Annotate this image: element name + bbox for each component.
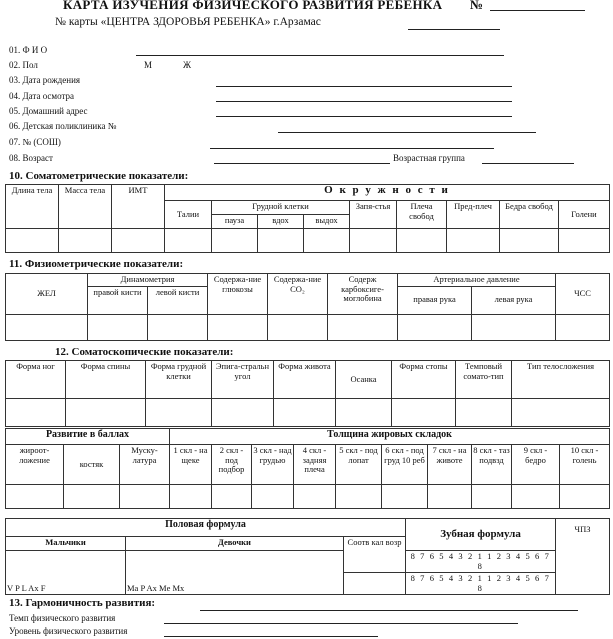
girls-codes[interactable]: Ma P Ax Me Mx	[126, 551, 344, 595]
sex-male-option[interactable]: М	[144, 60, 153, 70]
field-address-label: 05. Домашний адрес	[9, 106, 88, 116]
tempo-line[interactable]	[164, 623, 518, 624]
col-carboxyhemoglobin: Содерж карбоксиге-моглобина	[328, 274, 398, 315]
col-posture: Осанка	[336, 361, 392, 399]
col-vital-capacity: ЖЕЛ	[6, 274, 88, 315]
col-age-match: Соотв кал возр	[344, 537, 406, 573]
physiometric-table	[5, 273, 610, 341]
fat-folds-data-row[interactable]	[6, 485, 610, 509]
col-chest-shape: Форма грудной клетки	[146, 361, 212, 399]
dental-formula-header: Зубная формула	[406, 519, 556, 551]
col-boys: Мальчики	[6, 537, 126, 551]
col-fold-3: 3 скл - над грудью	[252, 445, 294, 485]
col-fold-8: 8 скл - таз подвзд	[472, 445, 512, 485]
physiometric-title: 11. Физиометрические показатели:	[9, 258, 184, 270]
field-age-label: 08. Возраст	[9, 153, 53, 163]
development-score-header: Развитие в баллах	[6, 429, 170, 445]
col-bp-right: правая рука	[398, 286, 472, 314]
col-right-hand: правой кисти	[88, 286, 148, 314]
somatometric-table	[5, 184, 610, 253]
card-center-line[interactable]	[408, 29, 500, 30]
col-body-length: Длина тела	[6, 185, 59, 229]
blood-pressure-header: Артериальное давление	[398, 274, 556, 287]
col-fold-2: 2 скл - под подбор	[212, 445, 252, 485]
field-exam-date-label: 04. Дата осмотра	[9, 91, 75, 101]
col-back-shape: Форма спины	[66, 361, 146, 399]
col-body-type: Тип телосложения	[512, 361, 610, 399]
field-school-label: 07. № (СОШ)	[9, 137, 61, 147]
sexual-formula-header: Половая формула	[6, 519, 406, 537]
col-body-mass: Масса тела	[59, 185, 112, 229]
chest-header: Грудной клетки	[212, 201, 350, 215]
card-title: КАРТА ИЗУЧЕНИЯ ФИЗИЧЕСКОГО РАЗВИТИЯ РЕБЕНКА	[63, 0, 443, 12]
field-sex-label: 02. Пол	[9, 60, 38, 70]
sexual-formula-table	[5, 518, 610, 595]
harmony-line[interactable]	[200, 610, 578, 611]
col-wrist: Запя-стья	[350, 201, 397, 229]
col-shoulder: Плеча свобод	[397, 201, 447, 229]
col-fat-deposition: жироот-ложение	[6, 445, 64, 485]
col-forearm: Пред-плеч	[447, 201, 500, 229]
col-co2: Содержа-ние CO₂	[268, 274, 328, 315]
col-chest-exhale: выдох	[304, 215, 350, 229]
field-exam-date-line[interactable]	[216, 101, 512, 102]
col-glucose: Содержа-ние глюкозы	[208, 274, 268, 315]
col-heart-rate: ЧСС	[556, 274, 610, 315]
fat-folds-table	[5, 428, 610, 509]
skinfold-header: Толщина жировых складок	[170, 429, 610, 445]
field-age-line[interactable]	[214, 163, 390, 164]
harmony-label: 13. Гармоничность развития:	[9, 597, 156, 609]
col-fold-5: 5 скл - под лопат	[336, 445, 382, 485]
card-number-sign: №	[470, 0, 484, 12]
col-fold-9: 9 скл - бедро	[512, 445, 560, 485]
somatometric-title: 10. Соматометрические показатели:	[9, 170, 189, 182]
col-chest-inhale: вдох	[258, 215, 304, 229]
col-girls: Девочки	[126, 537, 344, 551]
dynamometry-header: Динамометрия	[88, 274, 208, 287]
col-fold-4: 4 скл - задняя плеча	[294, 445, 336, 485]
somatoscopic-data-row[interactable]	[6, 399, 610, 427]
col-fold-6: 6 скл - под груд 10 реб	[382, 445, 428, 485]
tempo-label: Темп физического развития	[9, 613, 116, 623]
col-waist: Талии	[165, 201, 212, 229]
field-birthdate-line[interactable]	[216, 86, 512, 87]
col-leg-shape: Форма ног	[6, 361, 66, 399]
col-foot-shape: Форма стопы	[392, 361, 456, 399]
col-muscle: Муску-латура	[120, 445, 170, 485]
field-clinic-line[interactable]	[278, 132, 536, 133]
sex-female-option[interactable]: Ж	[183, 60, 192, 70]
col-fold-10: 10 скл - голень	[560, 445, 610, 485]
boys-codes[interactable]: V P L Ax F	[6, 551, 126, 595]
teeth-lower-row[interactable]: 8 7 6 5 4 3 2 1 1 2 3 4 5 6 7 8	[406, 573, 556, 595]
level-line[interactable]	[164, 636, 378, 637]
field-clinic-label: 06. Детская поликлиника №	[9, 121, 117, 131]
col-tempo-somatotype: Темповый сомато-тип	[456, 361, 512, 399]
field-fio-line[interactable]	[136, 55, 504, 56]
card-center-label: № карты «ЦЕНТРА ЗДОРОВЬЯ РЕБЕНКА» г.Арзамас	[55, 16, 321, 28]
field-address-line[interactable]	[216, 116, 512, 117]
field-fio-label: 01. Ф И О	[9, 45, 48, 55]
field-age-group-label: Возрастная группа	[393, 153, 465, 163]
somatoscopic-table	[5, 360, 610, 427]
col-bp-left: левая рука	[472, 286, 556, 314]
level-label: Уровень физического развития	[9, 626, 128, 636]
field-school-line[interactable]	[210, 148, 494, 149]
physiometric-data-row[interactable]	[6, 314, 610, 340]
col-fold-7: 7 скл - на животе	[428, 445, 472, 485]
field-age-group-line[interactable]	[482, 163, 574, 164]
card-number-line[interactable]	[490, 10, 585, 11]
col-left-hand: левой кисти	[148, 286, 208, 314]
col-bone: костяк	[64, 445, 120, 485]
somatometric-data-row[interactable]	[6, 229, 610, 253]
circumferences-header: О к р у ж н о с т и	[165, 185, 610, 201]
col-epigastric-angle: Эпига-стральн угол	[212, 361, 274, 399]
col-shin: Голени	[559, 201, 610, 229]
col-hip: Бедра свобод	[500, 201, 559, 229]
col-fold-1: 1 скл - на щеке	[170, 445, 212, 485]
teeth-upper-row[interactable]: 8 7 6 5 4 3 2 1 1 2 3 4 5 6 7 8	[406, 551, 556, 573]
field-birthdate-label: 03. Дата рождения	[9, 75, 81, 85]
col-bmi: ИМТ	[112, 185, 165, 229]
col-belly-shape: Форма живота	[274, 361, 336, 399]
col-chest-pause: пауза	[212, 215, 258, 229]
col-chpz: ЧПЗ	[556, 519, 610, 595]
somatoscopic-title: 12. Соматоскопические показатели:	[55, 346, 234, 358]
